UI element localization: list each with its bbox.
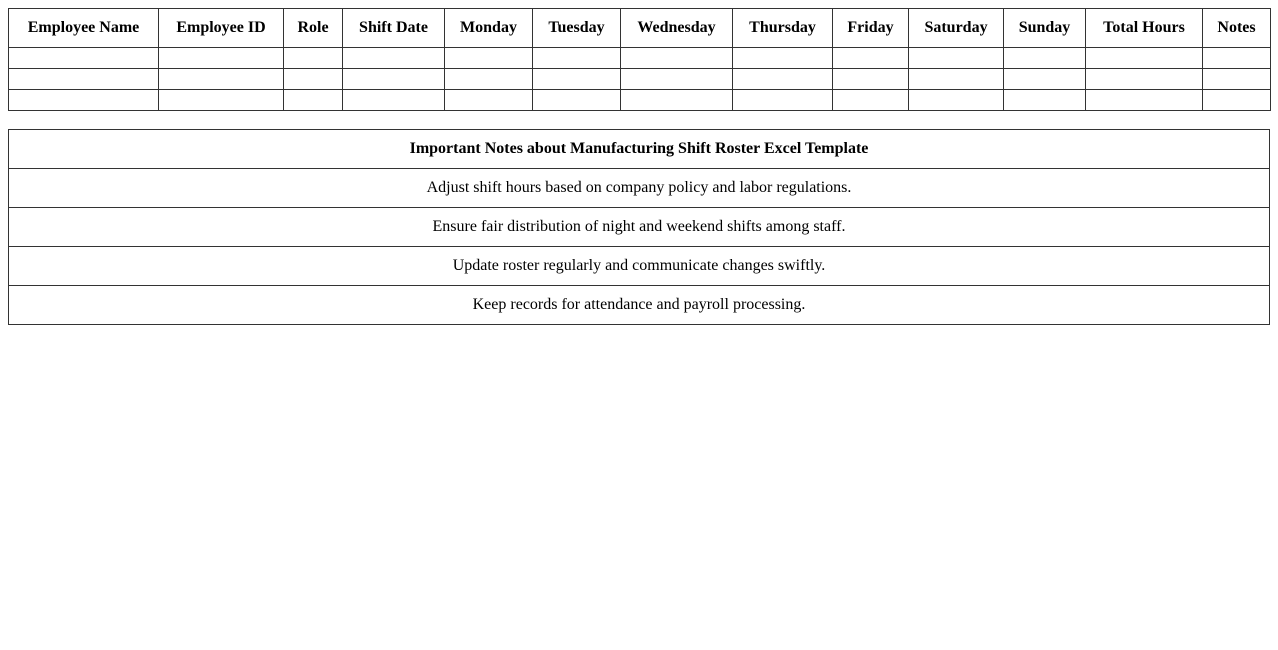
notes-title: Important Notes about Manufacturing Shift Roster Excel Template (9, 130, 1270, 169)
column-header: Sunday (1004, 9, 1086, 48)
table-cell[interactable] (733, 90, 833, 111)
note-row (9, 208, 1270, 247)
note-row (9, 247, 1270, 286)
note-row (9, 286, 1270, 325)
column-header: Friday (833, 9, 909, 48)
note-item: Keep records for attendance and payroll processing. (9, 286, 1270, 325)
table-cell[interactable] (1004, 69, 1086, 90)
table-cell[interactable] (1086, 90, 1203, 111)
table-header-row (9, 9, 1271, 48)
table-cell[interactable] (343, 90, 445, 111)
table-cell[interactable] (1203, 90, 1271, 111)
table-cell[interactable] (833, 90, 909, 111)
table-cell[interactable] (284, 48, 343, 69)
table-cell[interactable] (1086, 48, 1203, 69)
shift-roster-table (8, 8, 1271, 111)
table-row (9, 48, 1271, 69)
table-cell[interactable] (1203, 69, 1271, 90)
table-cell[interactable] (833, 48, 909, 69)
column-header: Employee ID (159, 9, 284, 48)
column-header: Monday (445, 9, 533, 48)
table-cell[interactable] (733, 69, 833, 90)
table-cell[interactable] (159, 69, 284, 90)
table-cell[interactable] (9, 48, 159, 69)
note-row (9, 169, 1270, 208)
column-header: Role (284, 9, 343, 48)
table-cell[interactable] (445, 69, 533, 90)
note-item: Ensure fair distribution of night and weekend shifts among staff. (9, 208, 1270, 247)
notes-table (8, 129, 1270, 325)
table-cell[interactable] (621, 48, 733, 69)
table-cell[interactable] (533, 48, 621, 69)
table-cell[interactable] (1004, 48, 1086, 69)
table-cell[interactable] (343, 48, 445, 69)
table-cell[interactable] (533, 90, 621, 111)
table-cell[interactable] (284, 90, 343, 111)
table-cell[interactable] (909, 69, 1004, 90)
table-cell[interactable] (909, 90, 1004, 111)
table-cell[interactable] (445, 48, 533, 69)
table-cell[interactable] (159, 48, 284, 69)
note-item: Update roster regularly and communicate changes swiftly. (9, 247, 1270, 286)
table-cell[interactable] (9, 90, 159, 111)
table-cell[interactable] (733, 48, 833, 69)
table-cell[interactable] (1004, 90, 1086, 111)
table-cell[interactable] (621, 90, 733, 111)
table-cell[interactable] (1203, 48, 1271, 69)
table-cell[interactable] (909, 48, 1004, 69)
column-header: Tuesday (533, 9, 621, 48)
table-cell[interactable] (445, 90, 533, 111)
table-cell[interactable] (9, 69, 159, 90)
table-cell[interactable] (533, 69, 621, 90)
column-header: Saturday (909, 9, 1004, 48)
table-row (9, 90, 1271, 111)
table-row (9, 69, 1271, 90)
note-item: Adjust shift hours based on company policy and labor regulations. (9, 169, 1270, 208)
table-cell[interactable] (343, 69, 445, 90)
column-header: Total Hours (1086, 9, 1203, 48)
table-cell[interactable] (159, 90, 284, 111)
column-header: Employee Name (9, 9, 159, 48)
column-header: Thursday (733, 9, 833, 48)
table-cell[interactable] (1086, 69, 1203, 90)
column-header: Shift Date (343, 9, 445, 48)
table-cell[interactable] (621, 69, 733, 90)
table-cell[interactable] (284, 69, 343, 90)
column-header: Notes (1203, 9, 1271, 48)
table-cell[interactable] (833, 69, 909, 90)
column-header: Wednesday (621, 9, 733, 48)
